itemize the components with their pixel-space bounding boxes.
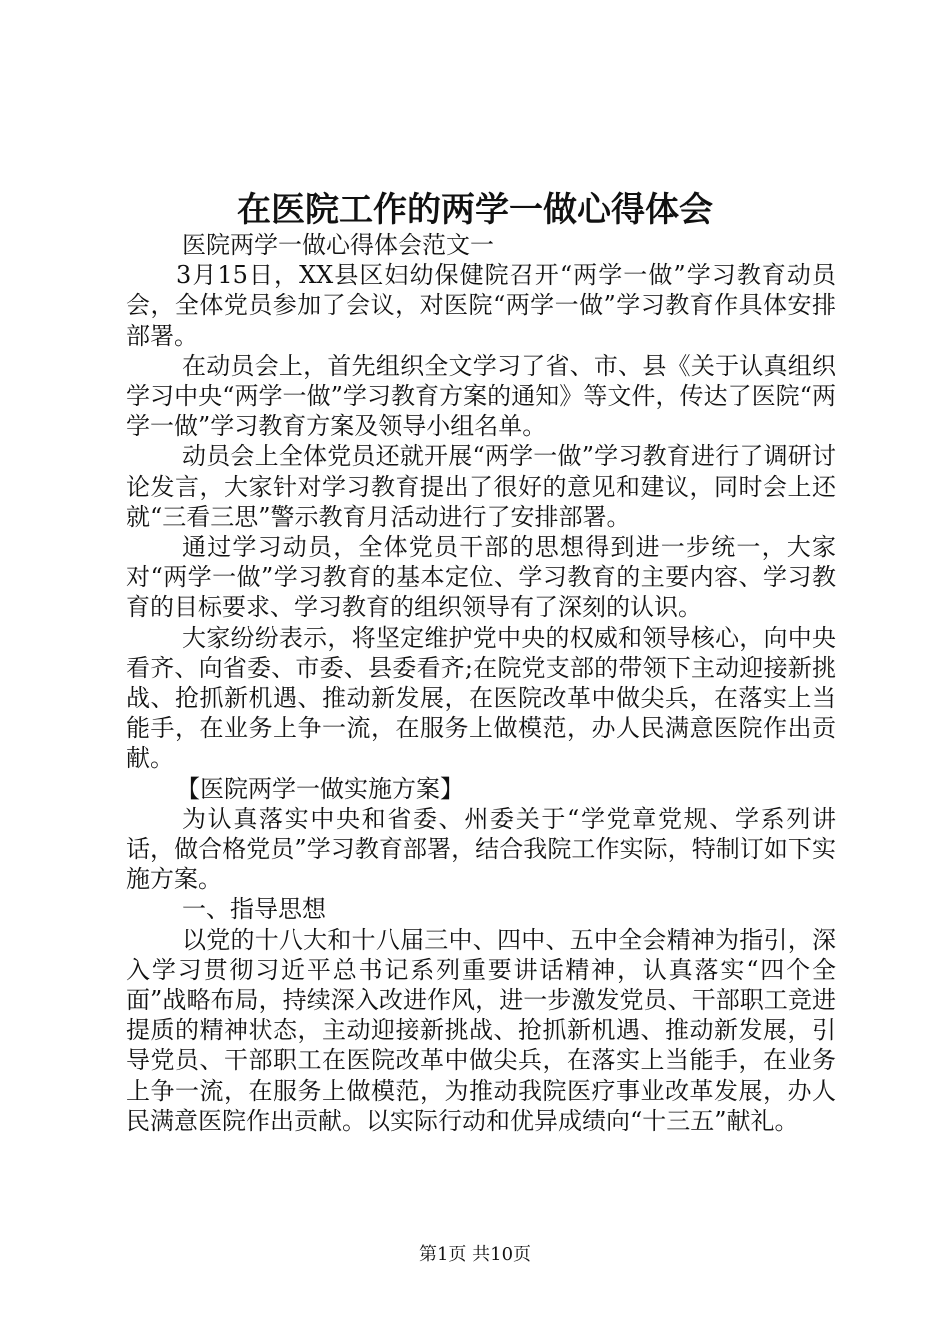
paragraph: 在动员会上，首先组织全文学习了省、市、县《关于认真组织学习中央“两学一做”学习教育方案的通知》等文件，传达了医院“两学一做”学习教育方案及领导小组名单。 (126, 351, 836, 441)
page-indicator: 第1页 共10页 (418, 1244, 532, 1265)
document-body (126, 230, 836, 1136)
section-heading: 【医院两学一做实施方案】 (176, 774, 464, 803)
paragraph: 通过学习动员，全体党员干部的思想得到进一步统一，大家对“两学一做”学习教育的基本定位、学习教育的主要内容、学习教育的目标要求、学习教育的组织领导有了深刻的认识。 (126, 533, 836, 622)
paragraph: 3月15日，XX县区妇幼保健院召开“两学一做”学习教育动员会，全体党员参加了会议，对医院“两学一做”学习教育作具体安排部署。 (126, 261, 836, 350)
paragraph: 大家纷纷表示，将坚定维护党中央的权威和领导核心，向中央看齐、向省委、市委、县委看齐;在院党支部的带领下主动迎接新挑战、抢抓新机遇、推动新发展，在医院改革中做尖兵，在落实上当能手，在业务上争一流，在服务上做模范，办人民满意医院作出贡献。 (126, 623, 836, 773)
paragraph: 为认真落实中央和省委、州委关于“学党章党规、学系列讲话，做合格党员”学习教育部署，结合我院工作实际，特制订如下实施方案。 (126, 804, 836, 894)
section-heading: 一、指导思想 (182, 895, 326, 924)
paragraph: 以党的十八大和十八届三中、四中、五中全会精神为指引，深入学习贯彻习近平总书记系列重要讲话精神，认真落实“四个全面”战略布局，持续深入改进作风，进一步激发党员、干部职工竞进提质的精神状态，主动迎接新挑战、抢抓新机遇、推动新发展，引导党员、干部职工在医院改革中做尖兵，在落实上当能手，在业务上争一流，在服务上做模范，为推动我院医疗事业改革发展，办人民满意医院作出贡献。以实际行动和优异成绩向“十三五”献礼。 (126, 925, 836, 1135)
document-title: 在医院工作的两学一做心得体会 (237, 190, 713, 230)
paragraph-subtitle: 医院两学一做心得体会范文一 (182, 231, 494, 259)
paragraph: 动员会上全体党员还就开展“两学一做”学习教育进行了调研讨论发言，大家针对学习教育提出了很好的意见和建议，同时会上还就“三看三思”警示教育月活动进行了安排部署。 (126, 442, 836, 531)
